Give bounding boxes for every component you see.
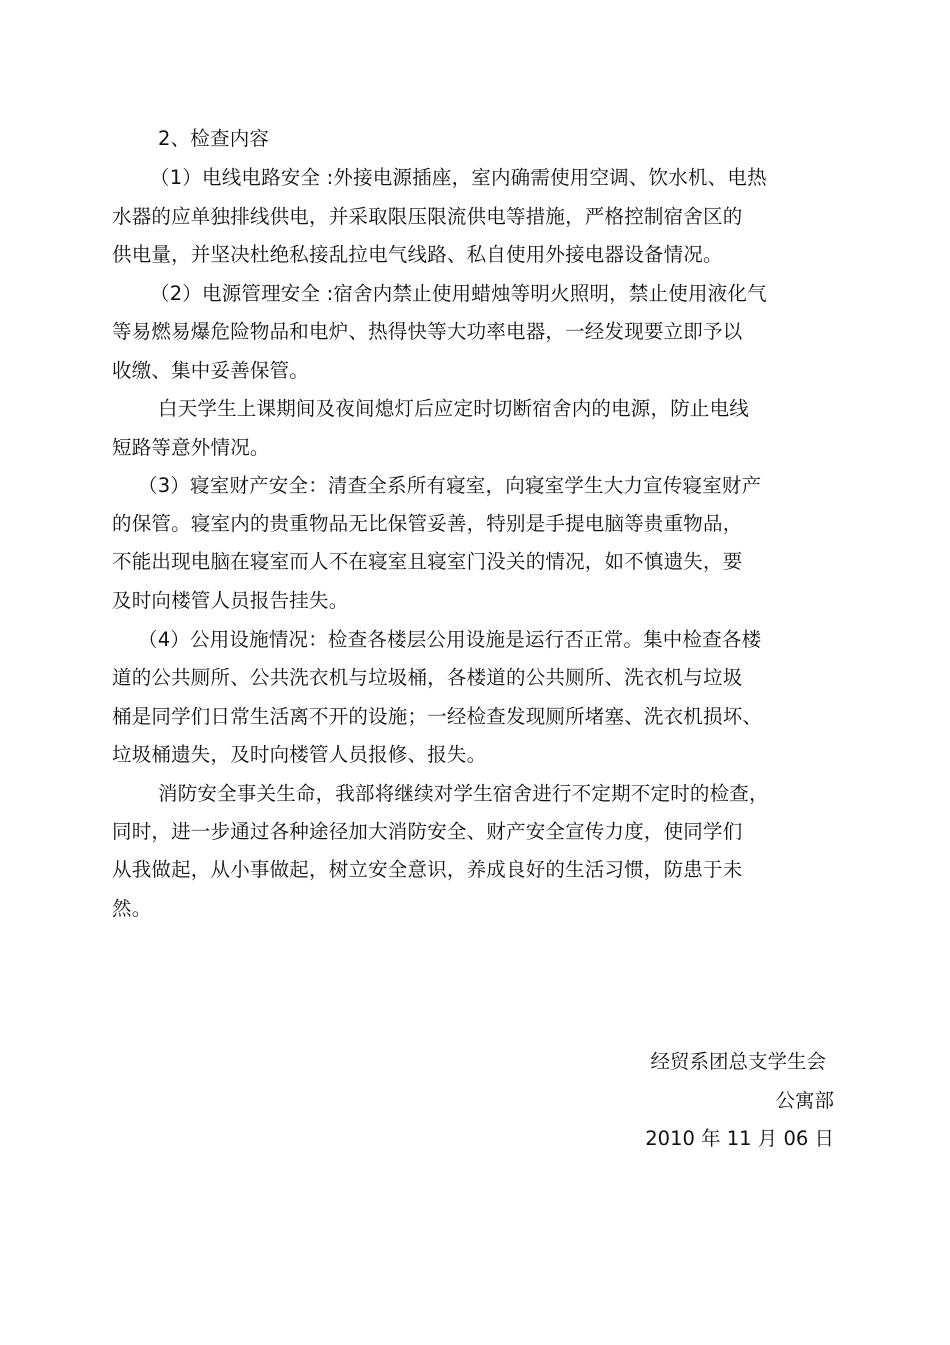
- paragraph-line: （4）公用设施情况：检查各楼层公用设施是运行否正常。集中检查各楼: [138, 628, 762, 651]
- paragraph-line: 短路等意外情况。: [112, 436, 270, 459]
- signature-org: 经贸系团总支学生会: [650, 1050, 826, 1073]
- section-heading: 2、检查内容: [158, 127, 270, 150]
- paragraph-line: 供电量，并坚决杜绝私接乱拉电气线路、私自使用外接电器设备情况。: [112, 243, 723, 266]
- paragraph-line: 从我做起，从小事做起，树立安全意识，养成良好的生活习惯，防患于未: [112, 858, 743, 881]
- paragraph-line: 垃圾桶遗失，及时向楼管人员报修、报失。: [112, 743, 487, 766]
- signature-date: 2010 年 11 月 06 日: [645, 1127, 834, 1150]
- paragraph-line: （2）电源管理安全 :宿舍内禁止使用蜡烛等明火照明，禁止使用液化气: [150, 282, 767, 305]
- paragraph-line: （1）电线电路安全 :外接电源插座，室内确需使用空调、饮水机、电热: [150, 166, 767, 189]
- paragraph-line: （3）寝室财产安全：清查全系所有寝室，向寝室学生大力宣传寝室财产: [138, 474, 762, 497]
- paragraph-line: 桶是同学们日常生活离不开的设施；一经检查发现厕所堵塞、洗衣机损坏、: [112, 705, 763, 728]
- paragraph-line: 然。: [112, 897, 152, 920]
- paragraph-line: 等易燃易爆危险物品和电炉、热得快等大功率电器，一经发现要立即予以: [112, 320, 743, 343]
- paragraph-line: 的保管。寝室内的贵重物品无比保管妥善，特别是手提电脑等贵重物品，: [112, 512, 743, 535]
- paragraph-line: 白天学生上课期间及夜间熄灯后应定时切断宿舍内的电源，防止电线: [158, 397, 750, 420]
- paragraph-line: 道的公共厕所、公共洗衣机与垃圾桶，各楼道的公共厕所、洗衣机与垃圾: [112, 666, 743, 689]
- paragraph-line: 水器的应单独排线供电，并采取限压限流供电等措施，严格控制宿舍区的: [112, 205, 743, 228]
- signature-dept: 公寓部: [775, 1089, 834, 1112]
- paragraph-line: 及时向楼管人员报告挂失。: [112, 589, 349, 612]
- paragraph-line: 收缴、集中妥善保管。: [112, 359, 310, 382]
- paragraph-line: 不能出现电脑在寝室而人不在寝室且寝室门没关的情况，如不慎遗失，要: [112, 550, 743, 573]
- paragraph-line: 消防安全事关生命，我部将继续对学生宿舍进行不定期不定时的检查，: [158, 782, 769, 805]
- paragraph-line: 同时，进一步通过各种途径加大消防安全、财产安全宣传力度，使同学们: [112, 820, 743, 843]
